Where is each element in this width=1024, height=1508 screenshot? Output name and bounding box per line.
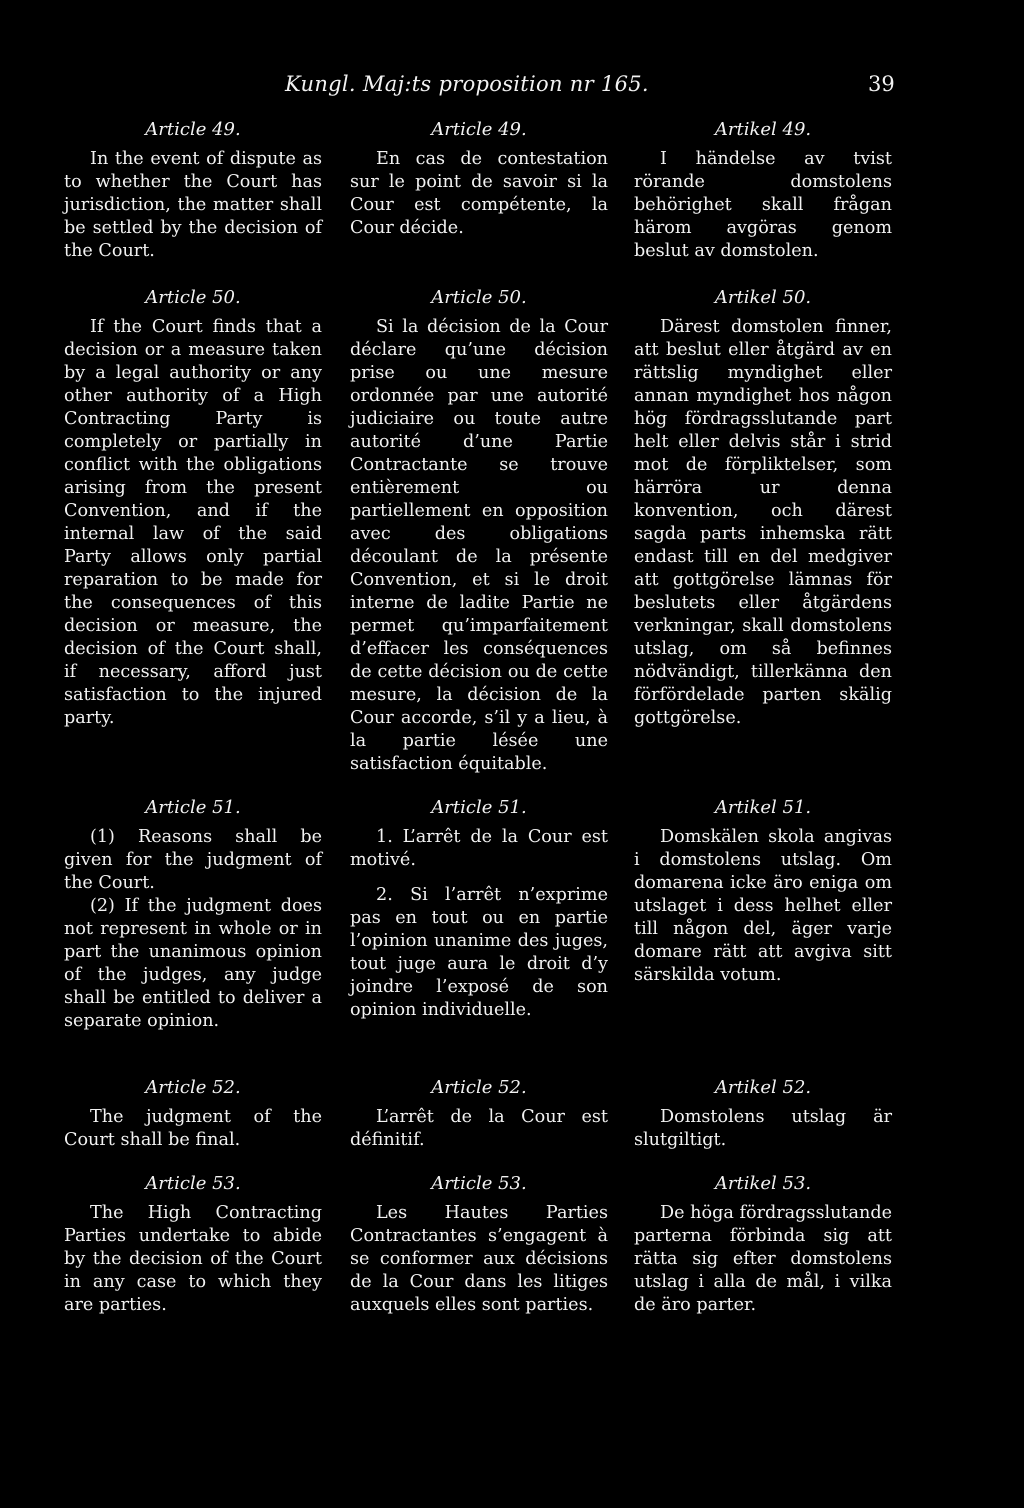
article-text: If the Court finds that a decision or a measure taken by a legal authority or any other authority of a High Contracting Party is completely or partially in conflict with the obligations arising from the present Convention, and if the internal law of the said Party allows only partial reparation to be made for the consequences of this decision or measure, the decision of the Court shall, if necessary, afford just satisfaction to the injured party.: [64, 317, 322, 728]
article-text: I händelse av tvist rörande domstolens behörighet skall frågan härom avgöras genom beslut av domstolen.: [634, 149, 892, 261]
article-heading: Artikel 52.: [714, 1077, 812, 1098]
article-text: Les Hautes Parties Contractantes s’engagent à se conformer aux décisions de la Cour dans les litiges auxquels elles sont parties.: [350, 1203, 608, 1315]
article-49-swedish: [634, 118, 892, 263]
article-text: (1) Reasons shall be given for the judgment of the Court.: [64, 827, 322, 893]
article-49-english: [64, 118, 322, 263]
article-51-english: [64, 796, 322, 1033]
article-52-french: [350, 1076, 608, 1152]
article-text: Domstolens utslag är slutgiltigt.: [634, 1107, 892, 1150]
page-header: [0, 72, 1024, 100]
page-number: 39: [868, 72, 895, 96]
article-53-french: [350, 1172, 608, 1317]
page-title: Kungl. Maj:ts proposition nr 165.: [285, 72, 649, 96]
article-53-english: [64, 1172, 322, 1317]
article-52-swedish: [634, 1076, 892, 1152]
article-heading: Artikel 51.: [714, 797, 812, 818]
article-heading: Artikel 49.: [714, 119, 812, 140]
article-text: The High Contracting Parties undertake to abide by the decision of the Court in any case to which they are parties.: [64, 1203, 322, 1315]
article-52-english: [64, 1076, 322, 1152]
article-text: L’arrêt de la Cour est définitif.: [350, 1107, 608, 1150]
article-51-french: [350, 796, 608, 1022]
article-49-french: [350, 118, 608, 240]
article-heading: Article 50.: [431, 287, 527, 308]
article-53-swedish: [634, 1172, 892, 1317]
article-text: De höga fördragsslutande parterna förbinda sig att rätta sig efter domstolens utslag i alla de mål, i vilka de äro parter.: [634, 1203, 892, 1315]
article-50-english: [64, 286, 322, 730]
article-heading: Article 52.: [431, 1077, 527, 1098]
article-text: En cas de contestation sur le point de savoir si la Cour est compétente, la Cour décide.: [350, 149, 608, 238]
article-text: 1. L’arrêt de la Cour est motivé.: [350, 827, 608, 870]
article-text: Domskälen skola angivas i domstolens utslag. Om domarena icke äro eniga om utslaget i dess helhet eller till någon del, äger varje domare rätt att avgiva sitt särskilda votum.: [634, 827, 892, 985]
article-text: Si la décision de la Cour déclare qu’une décision prise ou une mesure ordonnée par une autorité judiciaire ou toute autre autorité d’une Partie Contractante se trouve entièrement ou partiellement en opposition avec des obligations découlant de la présente Convention, et si le droit interne de ladite Partie ne permet qu’imparfaitement d’effacer les conséquences de cette décision ou de cette mesure, la décision de la Cour accorde, s’il y a lieu, à la partie lésée une satisfaction équitable.: [350, 317, 608, 774]
article-text: (2) If the judgment does not represent in whole or in part the unanimous opinion of the judges, any judge shall be entitled to deliver a separate opinion.: [64, 896, 322, 1031]
article-heading: Article 51.: [145, 797, 241, 818]
article-heading: Article 50.: [145, 287, 241, 308]
article-51-swedish: [634, 796, 892, 987]
article-text: The judgment of the Court shall be final.: [64, 1107, 322, 1150]
article-text: In the event of dispute as to whether the Court has jurisdiction, the matter shall be settled by the decision of the Court.: [64, 149, 322, 261]
article-50-french: [350, 286, 608, 776]
article-heading: Article 49.: [431, 119, 527, 140]
article-heading: Article 53.: [431, 1173, 527, 1194]
article-heading: Article 52.: [145, 1077, 241, 1098]
article-50-swedish: [634, 286, 892, 730]
article-heading: Article 49.: [145, 119, 241, 140]
article-heading: Artikel 50.: [714, 287, 812, 308]
article-heading: Artikel 53.: [714, 1173, 812, 1194]
article-text: 2. Si l’arrêt n’exprime pas en tout ou en partie l’opinion unanime des juges, tout juge aura le droit d’y joindre l’exposé de son opinion individuelle.: [350, 885, 608, 1020]
article-heading: Article 53.: [145, 1173, 241, 1194]
article-heading: Article 51.: [431, 797, 527, 818]
article-text: Därest domstolen finner, att beslut eller åtgärd av en rättslig myndighet eller annan myndighet hos någon hög fördragsslutande part helt eller delvis står i strid mot de förpliktelser, som härröra ur denna konvention, och därest sagda parts inhemska rätt endast till en del medgiver att gottgörelse lämnas för beslutets eller åtgärdens verkningar, skall domstolens utslag, om så befinnes nödvändigt, tillerkänna den förfördelade parten skälig gottgörelse.: [634, 317, 892, 728]
